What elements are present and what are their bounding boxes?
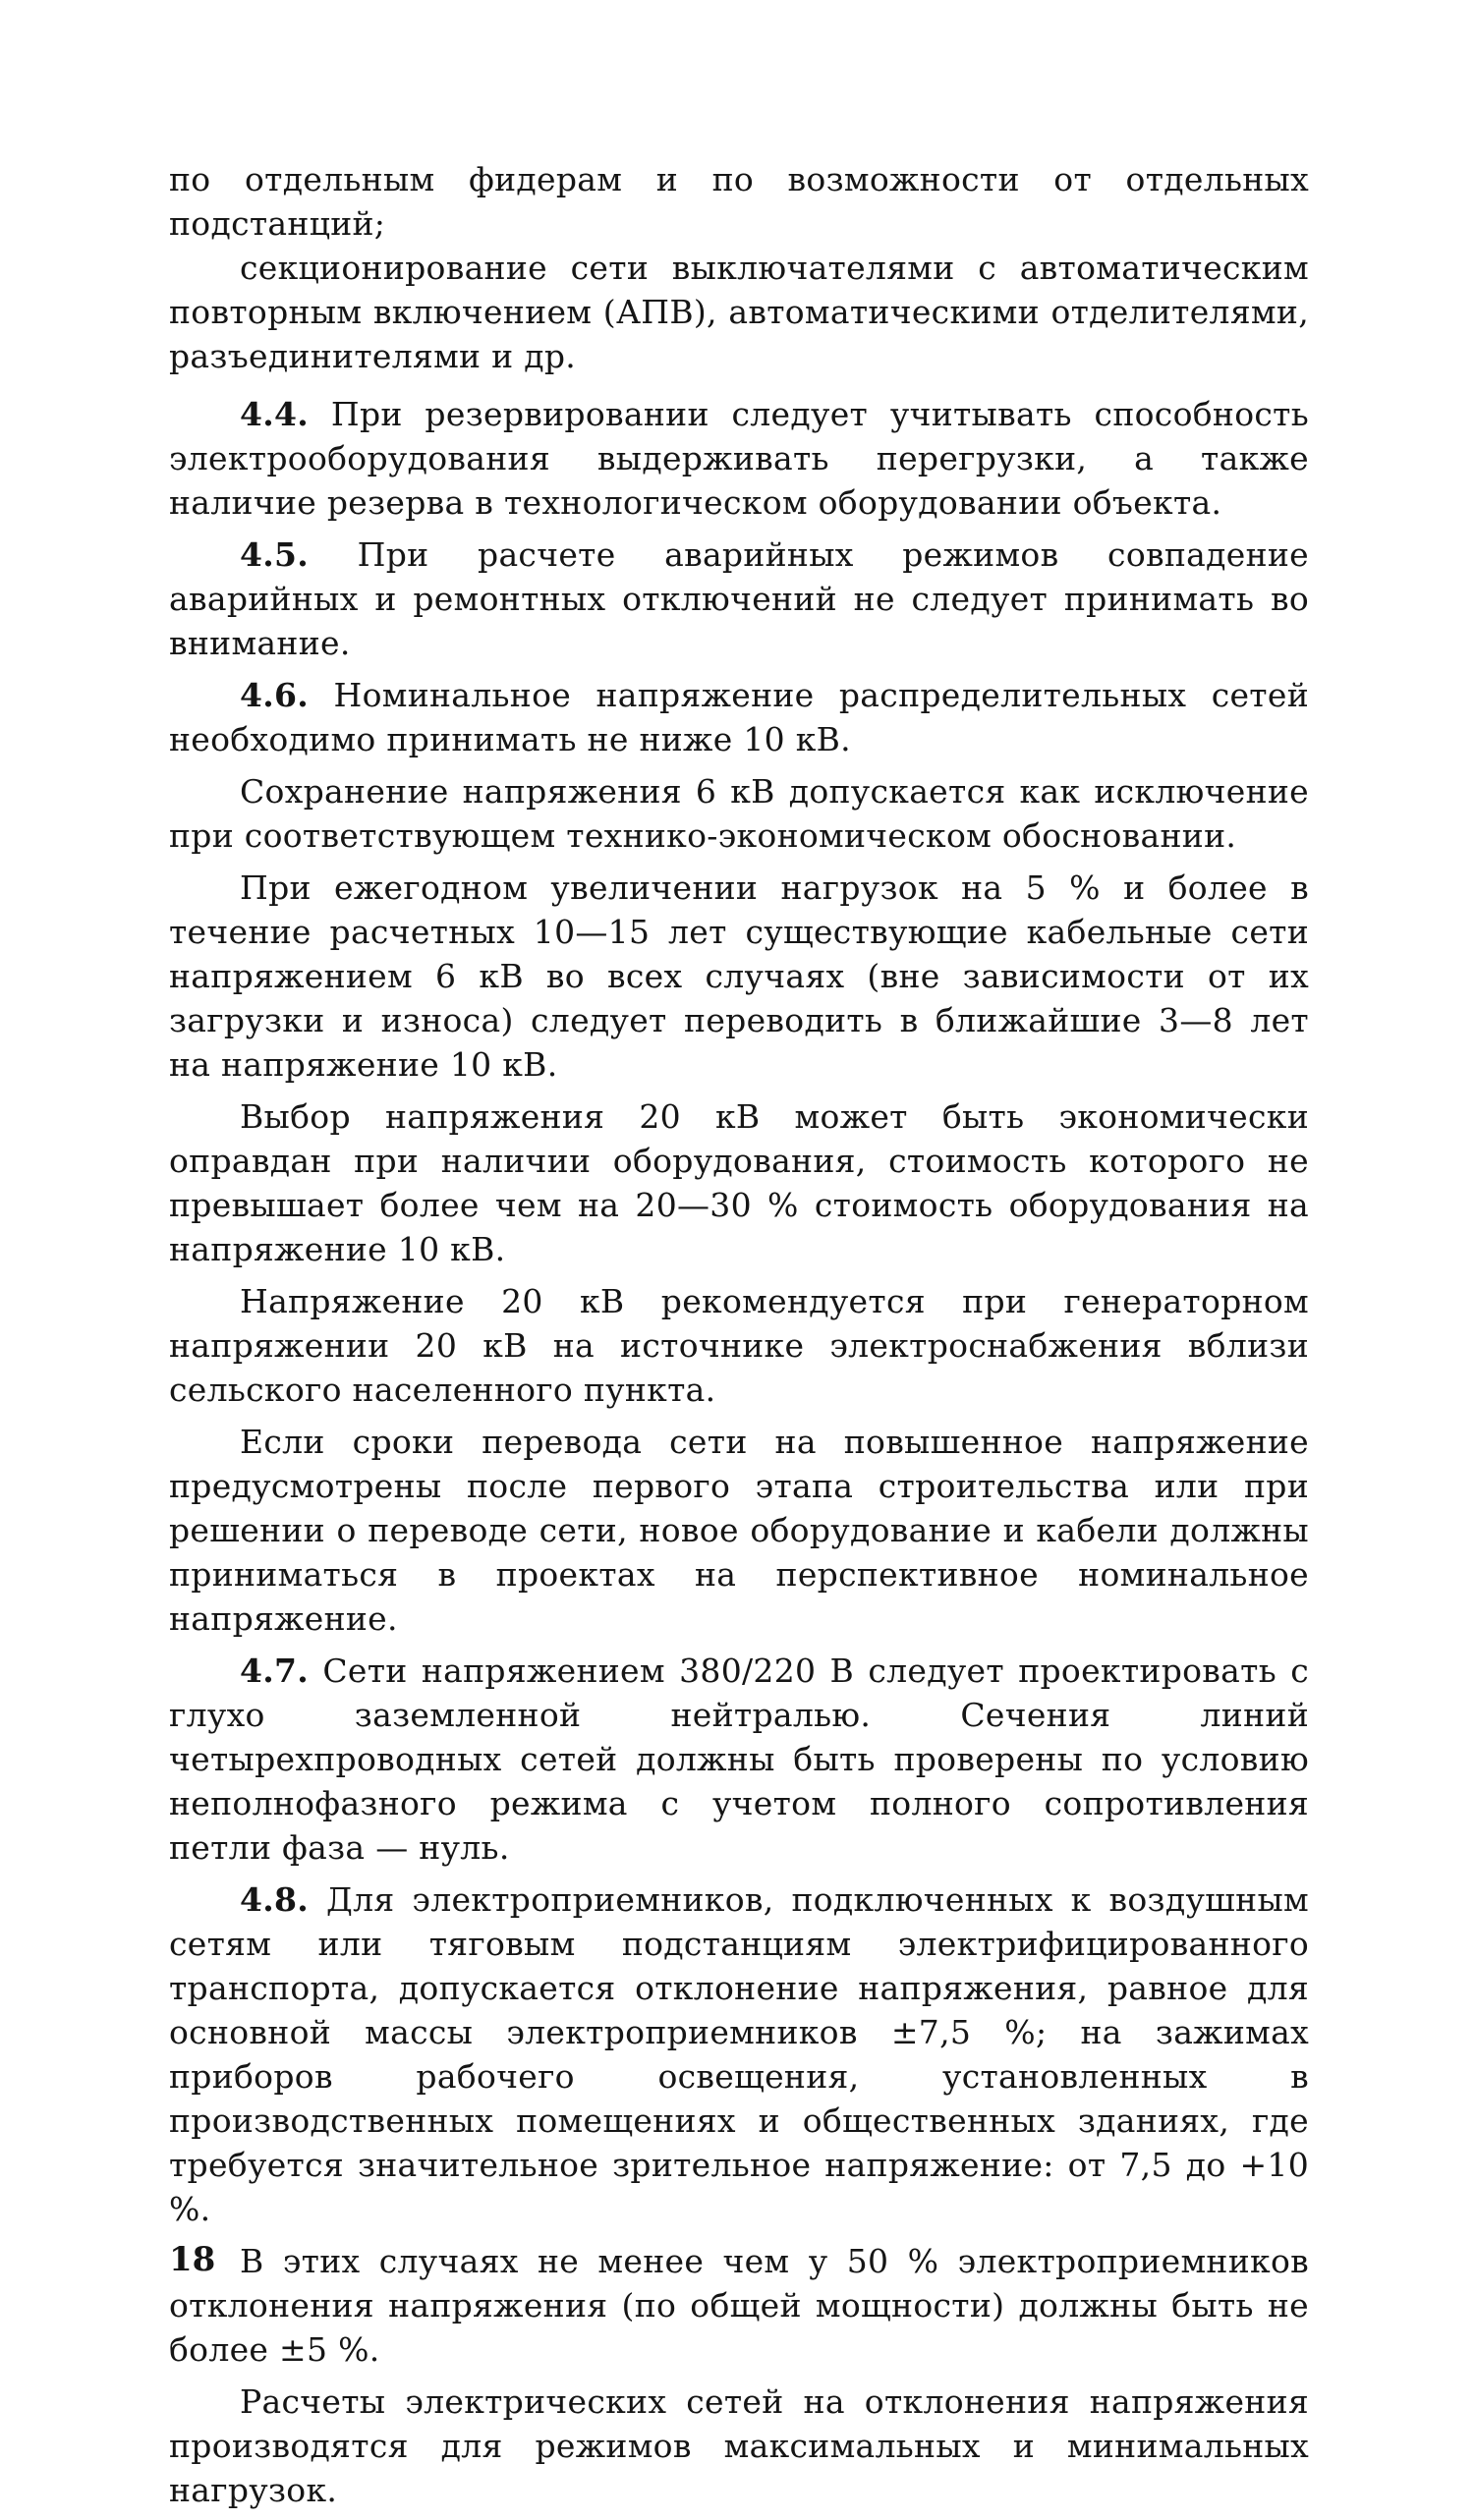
paragraph-calculations xyxy=(169,2380,1309,2512)
clause-text: Для электроприемников, подключенных к воздушным сетям или тяговым подстанциям электрифицированного транспорта, допускается отклонение напряжения, равное для основной массы электроприемников ±7,5 %; на зажимах приборов рабочего освещения, установленных в производственных помещениях и общественных зданиях, где требуется значительное зрительное напряжение: от 7,5 до +10 %. xyxy=(169,1880,1309,2228)
paragraph-text: Расчеты электрических сетей на отклонения напряжения производятся для режимов максимальных и минимальных нагрузок. xyxy=(169,2382,1309,2509)
clause-text: При резервировании следует учитывать способность электрооборудования выдерживать перегрузки, а также наличие резерва в технологическом оборудовании объекта. xyxy=(169,395,1309,522)
paragraph-text: Сохранение напряжения 6 кВ допускается как исключение при соответствующем технико-экономическом обосновании. xyxy=(169,772,1309,855)
paragraph-load-growth xyxy=(169,866,1309,1087)
paragraph-text: Выбор напряжения 20 кВ может быть экономически оправдан при наличии оборудования, стоимость которого не превышает более чем на 20—30 % стоимость оборудования на напряжение 10 кВ. xyxy=(169,1097,1309,1268)
clause-4-8 xyxy=(169,1877,1309,2231)
paragraph-text: секционирование сети выключателями с автоматическим повторным включением (АПВ), автоматическими отделителями, разъединителями и др. xyxy=(169,249,1309,375)
clause-text: При расчете аварийных режимов совпадение аварийных и ремонтных отключений не следует принимать во внимание. xyxy=(169,535,1309,662)
paragraph-text: по отдельным фидерам и по возможности от отдельных подстанций; xyxy=(169,160,1309,243)
clause-text: Сети напряжением 380/220 В следует проектировать с глухо заземленной нейтралью. Сечения линий четырехпроводных сетей должны быть проверены по условию неполнофазного режима с учетом полного сопротивления петли фаза — нуль. xyxy=(169,1652,1310,1867)
clause-4-5 xyxy=(169,532,1309,665)
clause-number: 4.4. xyxy=(240,395,310,433)
paragraph-sectioning xyxy=(169,246,1309,378)
paragraph-text: Если сроки перевода сети на повышенное напряжение предусмотрены после первого этапа строительства или при решении о переводе сети, новое оборудование и кабели должны приниматься в проектах на перспективное номинальное напряжение. xyxy=(169,1423,1309,1638)
paragraph-continuation xyxy=(169,157,1309,246)
clause-number: 4.8. xyxy=(240,1880,310,1919)
paragraph-text: В этих случаях не менее чем у 50 % электроприемников отклонения напряжения (по общей мощности) должны быть не более ±5 %. xyxy=(169,2242,1309,2369)
clause-number: 4.5. xyxy=(240,535,310,574)
clause-4-6 xyxy=(169,673,1309,761)
paragraph-50-percent xyxy=(169,2239,1309,2372)
paragraph-transition-terms xyxy=(169,1420,1309,1641)
paragraph-20kv-recommendation xyxy=(169,1279,1309,1412)
paragraph-text: При ежегодном увеличении нагрузок на 5 % и более в течение расчетных 10—15 лет существующие кабельные сети напряжением 6 кВ во всех случаях (вне зависимости от их загрузки и износа) следует переводить в ближайшие 3—8 лет на напряжение 10 кВ. xyxy=(169,868,1309,1084)
clause-text: Номинальное напряжение распределительных сетей необходимо принимать не ниже 10 кВ. xyxy=(169,676,1309,758)
document-page xyxy=(169,157,1309,2520)
clause-number: 4.7. xyxy=(240,1652,310,1690)
paragraph-text: Напряжение 20 кВ рекомендуется при генераторном напряжении 20 кВ на источнике электроснабжения вблизи сельского населенного пункта. xyxy=(169,1282,1309,1409)
page-number: 18 xyxy=(169,2240,216,2279)
clause-number: 4.6. xyxy=(240,676,310,714)
paragraph-6kv-exception xyxy=(169,769,1309,858)
clause-4-7 xyxy=(169,1649,1309,1870)
paragraph-20kv-choice xyxy=(169,1094,1309,1271)
clause-4-4 xyxy=(169,392,1309,525)
